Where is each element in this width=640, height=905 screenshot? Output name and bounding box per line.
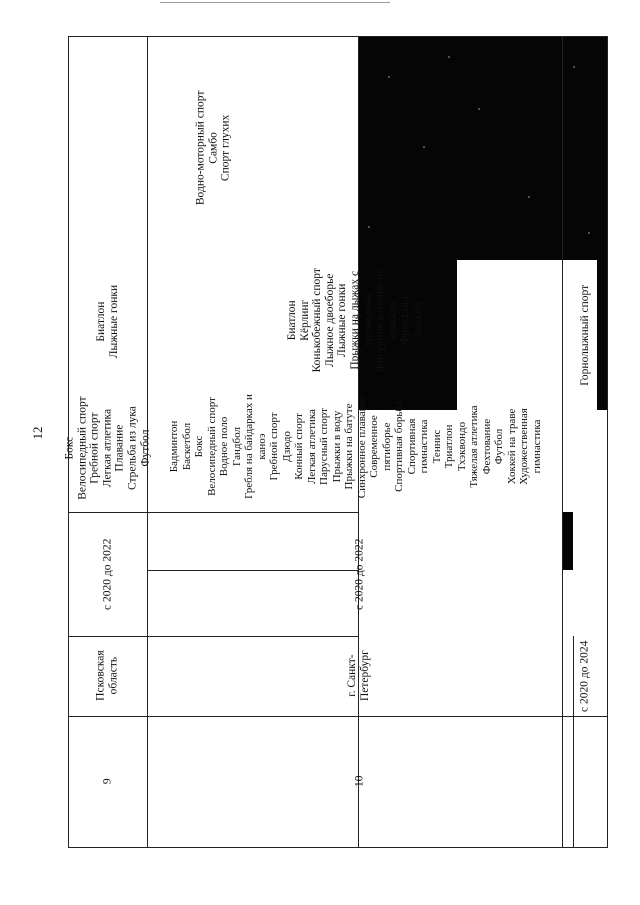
row-9-region: Псковская область (94, 650, 120, 702)
row-10b-period: с 2020 до 2024 (578, 640, 591, 712)
page-number: 12 (30, 426, 45, 440)
row-10-region: г. Санкт- Петербург (345, 650, 370, 702)
row-9-winter-sports: Биатлон Лыжные гонки (94, 285, 120, 359)
row-10-number: 10 (353, 775, 366, 788)
row-10-period: с 2020 до 2022 (353, 538, 366, 610)
row-10-summer-sports: Бадминтон Баскетбол Бокс Велосипедный спорт Водное поло Гандбол Гребля на байдарках и каноэ Гребной спорт Дзюдо Конный спорт Легкая атлетика Парусный спорт Прыжки в воду Прыжки на батуте Синхронное плавание Современное пятиборье Спортивная борьба Спортивная гимнастика Теннис Триатлон Тхэквондо Тяжелая атлетика Фехтование Футбол Хоккей на траве Художественная гимнастика (167, 393, 542, 499)
row-9-summer-sports: Бокс Велосипедный спорт Гребной спорт Легкая атлетика Плавание Стрельба из лука Футбол (63, 396, 151, 500)
row-9-number: 9 (101, 778, 114, 785)
sports-table (63, 36, 608, 848)
row-9-other-sports: Водно-моторный спорт Самбо Спорт глухих (194, 90, 232, 206)
row-10-winter-sports: Биатлон Кёрлинг Конькобежный спорт Лыжное двоеборье Лыжные гонки Прыжки на лыжах с трамплина Фигурное катание на коньках Фристайл Хоккей (285, 267, 424, 373)
row-9-period: с 2020 до 2022 (101, 538, 114, 610)
black-block-top (358, 36, 608, 260)
top-rule (160, 2, 390, 3)
row-10b-winter-sports: Горнолыжный спорт (578, 284, 591, 386)
